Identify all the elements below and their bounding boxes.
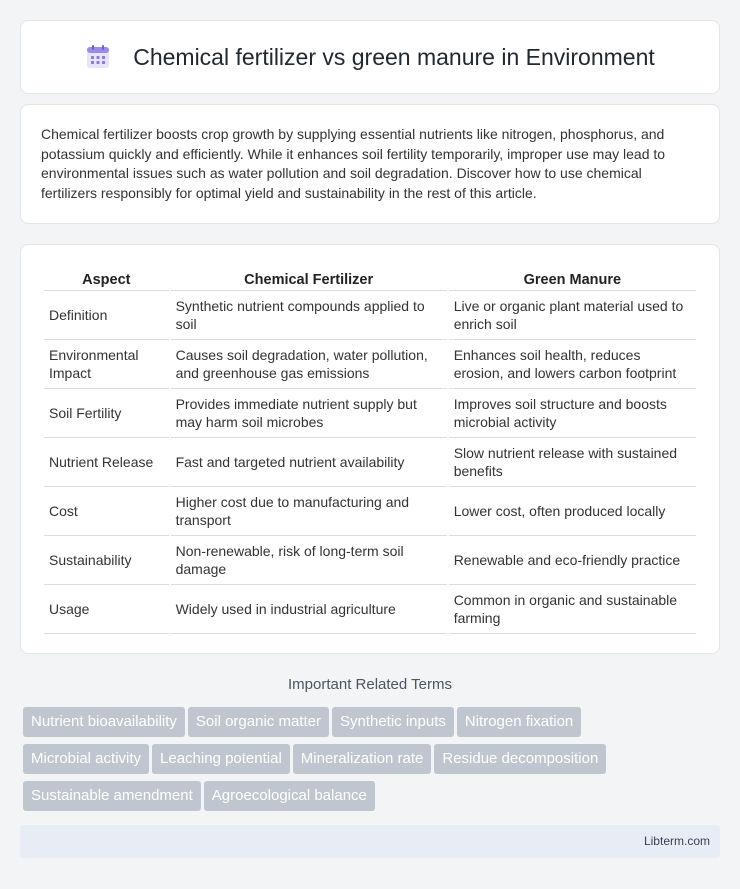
term-tag[interactable]: Agroecological balance	[204, 781, 375, 811]
table-header-row	[44, 263, 696, 291]
green-manure-cell: Enhances soil health, reduces erosion, and lowers carbon footprint	[449, 340, 696, 389]
green-manure-cell: Lower cost, often produced locally	[449, 487, 696, 536]
table-row	[44, 438, 696, 487]
aspect-cell: Usage	[44, 585, 169, 634]
chemical-cell: Non-renewable, risk of long-term soil damage	[171, 536, 447, 585]
table-row	[44, 389, 696, 438]
title-card	[20, 20, 720, 94]
green-manure-cell: Renewable and eco-friendly practice	[449, 536, 696, 585]
related-terms-list	[23, 707, 723, 818]
term-tag[interactable]: Sustainable amendment	[23, 781, 201, 811]
term-tag[interactable]: Nitrogen fixation	[457, 707, 581, 737]
term-tag[interactable]: Nutrient bioavailability	[23, 707, 185, 737]
term-tag[interactable]: Synthetic inputs	[332, 707, 454, 737]
aspect-cell: Cost	[44, 487, 169, 536]
green-manure-cell: Common in organic and sustainable farming	[449, 585, 696, 634]
green-manure-cell: Live or organic plant material used to enrich soil	[449, 291, 696, 340]
table-row	[44, 585, 696, 634]
aspect-cell: Definition	[44, 291, 169, 340]
chemical-cell: Higher cost due to manufacturing and transport	[171, 487, 447, 536]
green-manure-cell: Improves soil structure and boosts microbial activity	[449, 389, 696, 438]
table-row	[44, 536, 696, 585]
term-tag[interactable]: Microbial activity	[23, 744, 149, 774]
chemical-cell: Causes soil degradation, water pollution, and greenhouse gas emissions	[171, 340, 447, 389]
column-header: Green Manure	[449, 263, 696, 291]
term-tag[interactable]: Residue decomposition	[434, 744, 606, 774]
intro-card	[20, 104, 720, 224]
column-header: Chemical Fertilizer	[171, 263, 447, 291]
table-row	[44, 487, 696, 536]
aspect-cell: Environmental Impact	[44, 340, 169, 389]
term-tag[interactable]: Mineralization rate	[293, 744, 432, 774]
chemical-cell: Widely used in industrial agriculture	[171, 585, 447, 634]
column-header: Aspect	[44, 263, 169, 291]
page-title: Chemical fertilizer vs green manure in Environment	[133, 43, 655, 70]
aspect-cell: Nutrient Release	[44, 438, 169, 487]
chemical-cell: Provides immediate nutrient supply but may harm soil microbes	[171, 389, 447, 438]
chemical-cell: Fast and targeted nutrient availability	[171, 438, 447, 487]
aspect-cell: Soil Fertility	[44, 389, 169, 438]
aspect-cell: Sustainability	[44, 536, 169, 585]
chemical-cell: Synthetic nutrient compounds applied to soil	[171, 291, 447, 340]
term-tag[interactable]: Soil organic matter	[188, 707, 329, 737]
footer	[20, 825, 720, 858]
green-manure-cell: Slow nutrient release with sustained benefits	[449, 438, 696, 487]
footer-brand-link[interactable]: Libterm.com	[643, 834, 710, 848]
comparison-card	[20, 244, 720, 654]
table-row	[44, 340, 696, 389]
related-terms-heading: Important Related Terms	[288, 676, 452, 693]
intro-paragraph: Chemical fertilizer boosts crop growth by supplying essential nutrients like nitrogen, phosphorus, and potassium quickly and efficiently. While it enhances soil fertility temporarily, improper use may lead to environmental issues such as water pollution and soil degradation. Discover how to use chemical fertilizers responsibly for optimal yield and sustainability in the rest of this article.	[41, 126, 666, 201]
table-row	[44, 291, 696, 340]
calendar-icon	[85, 44, 111, 70]
comparison-table	[42, 263, 698, 634]
term-tag[interactable]: Leaching potential	[152, 744, 290, 774]
